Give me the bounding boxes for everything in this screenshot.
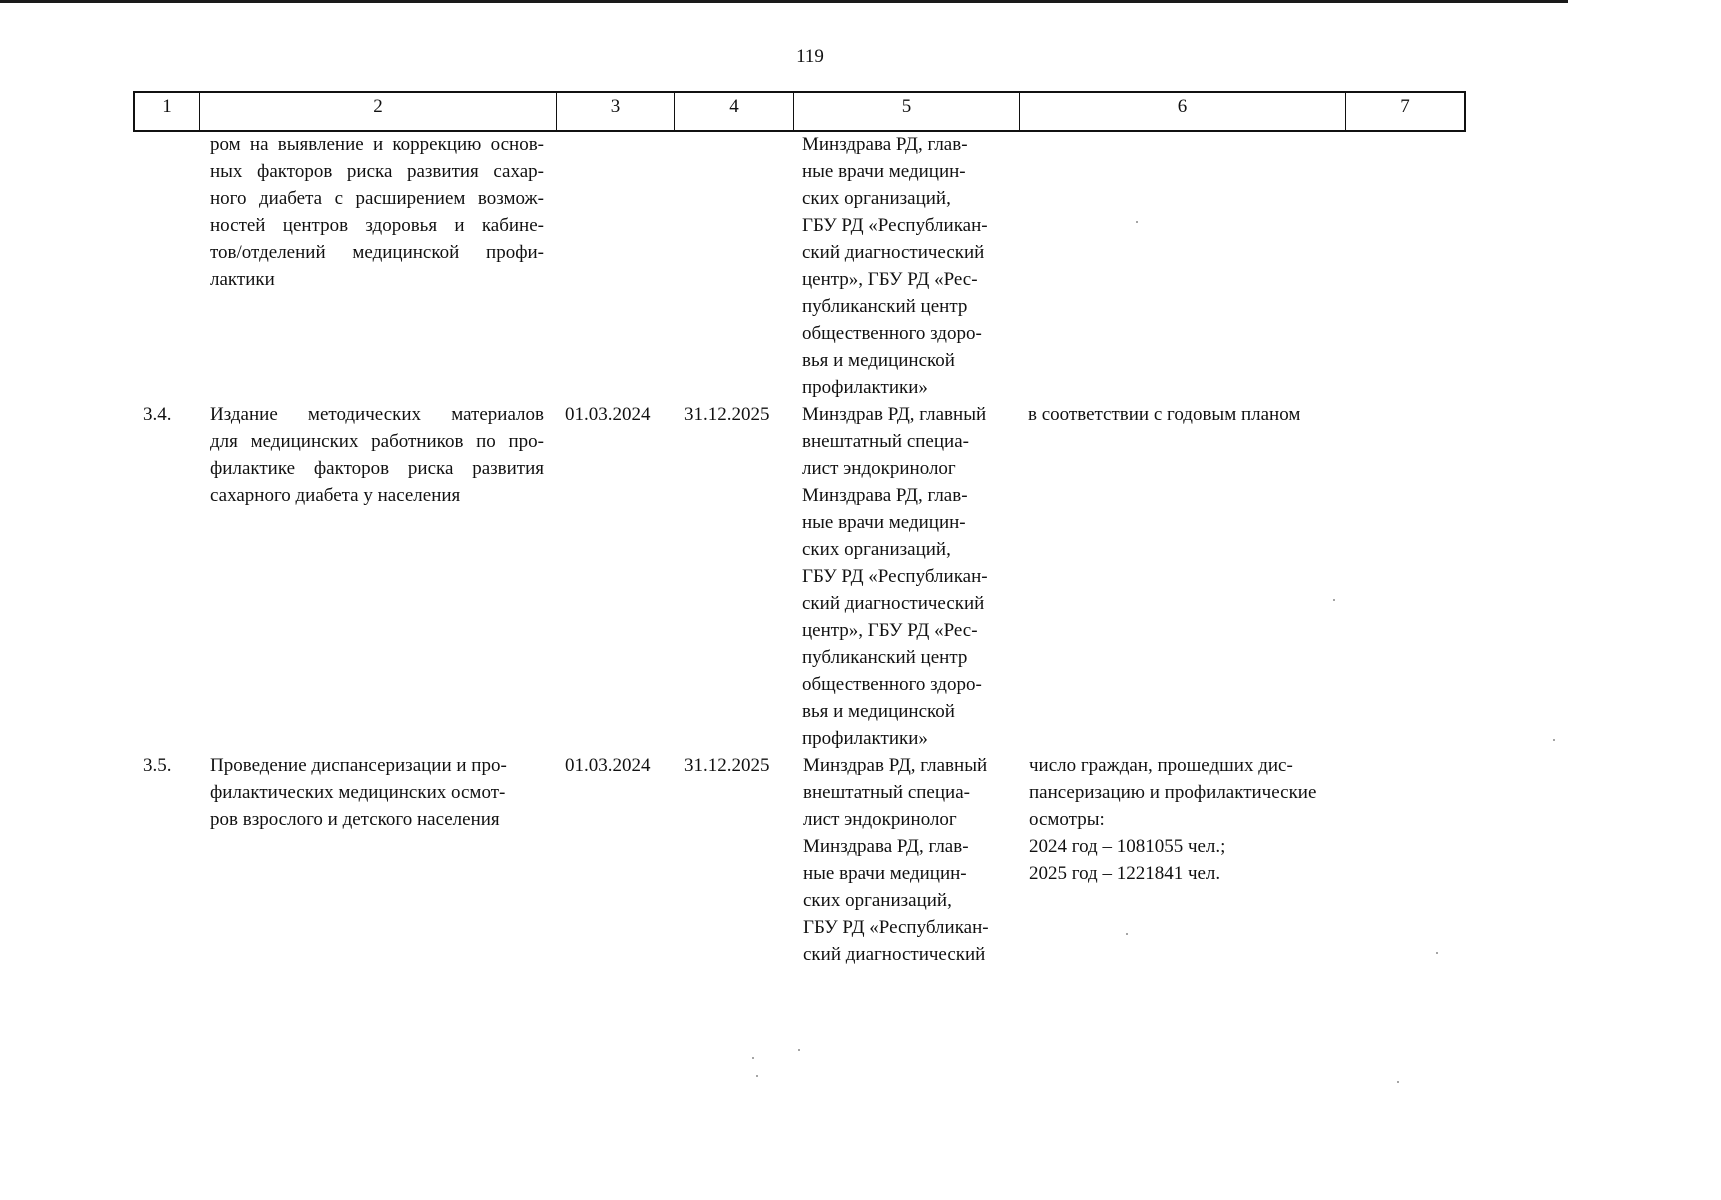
scan-speck (1333, 599, 1335, 601)
header-cell-5: 5 (793, 93, 1019, 130)
header-cell-7: 7 (1345, 93, 1464, 130)
header-cell-6: 6 (1019, 93, 1345, 130)
text-line: число граждан, прошедших дис- (1029, 755, 1293, 776)
text-line: общественного здоро- (802, 674, 982, 695)
text-line: вья и медицинской (802, 701, 955, 722)
text-line: ГБУ РД «Республикан- (803, 917, 989, 938)
row-number: 3.5. (143, 755, 172, 776)
text-line: ских организаций, (802, 188, 951, 209)
text-line: 2025 год – 1221841 чел. (1029, 863, 1221, 884)
scan-top-border (0, 0, 1568, 3)
text-line: внештатный специа- (802, 431, 969, 452)
text-line: Проведение диспансеризации и про- (210, 755, 507, 776)
scan-speck (1553, 739, 1555, 741)
scan-speck (1436, 952, 1438, 954)
text-line: ные врачи медицин- (802, 512, 966, 533)
text-line: профилактики» (802, 728, 928, 749)
text-line: филактике факторов риска развития (210, 458, 544, 479)
text-line: сахарного диабета у населения (210, 485, 461, 506)
text-line: общественного здоро- (802, 323, 982, 344)
end-date: 31.12.2025 (684, 755, 770, 776)
table-header-row (133, 91, 1466, 132)
scan-speck (1136, 221, 1138, 223)
text-line: ских организаций, (803, 890, 952, 911)
header-cell-2: 2 (199, 93, 556, 130)
text-line: внештатный специа- (803, 782, 970, 803)
text-line: лист эндокринолог (802, 458, 956, 479)
text-line: филактических медицинских осмот- (210, 782, 506, 803)
text-line: лист эндокринолог (803, 809, 957, 830)
row-number: 3.4. (143, 404, 172, 425)
header-cell-3: 3 (556, 93, 674, 130)
text-line: ский диагностический (803, 944, 986, 965)
text-line: пансеризацию и профилактические (1029, 782, 1317, 803)
header-cell-4: 4 (674, 93, 793, 130)
text-line: ский диагностический (802, 242, 985, 263)
scan-speck (1126, 933, 1128, 935)
start-date: 01.03.2024 (565, 404, 651, 425)
text-line: Минздрав РД, главный (802, 404, 987, 425)
text-line: 2024 год – 1081055 чел.; (1029, 836, 1226, 857)
text-line: Минздрава РД, глав- (802, 485, 968, 506)
text-line: Минздрав РД, главный (803, 755, 988, 776)
page-number: 119 (796, 46, 824, 67)
text-line: Минздрава РД, глав- (803, 836, 969, 857)
text-line: ных факторов риска развития сахар- (210, 161, 544, 182)
scan-speck (1397, 1081, 1399, 1083)
text-line: ром на выявление и коррекцию основ- (210, 134, 544, 155)
text-line: ГБУ РД «Республикан- (802, 215, 988, 236)
text-line: ский диагностический (802, 593, 985, 614)
text-line: ских организаций, (802, 539, 951, 560)
text-line: Минздрава РД, глав- (802, 134, 968, 155)
start-date: 01.03.2024 (565, 755, 651, 776)
text-line: ные врачи медицин- (803, 863, 967, 884)
text-line: для медицинских работников по про- (210, 431, 544, 452)
text-line: тов/отделений медицинской профи- (210, 242, 544, 263)
text-line: Издание методических материалов (210, 404, 544, 425)
text-line: в соответствии с годовым планом (1028, 404, 1301, 425)
text-line: ГБУ РД «Республикан- (802, 566, 988, 587)
end-date: 31.12.2025 (684, 404, 770, 425)
text-line: вья и медицинской (802, 350, 955, 371)
text-line: ные врачи медицин- (802, 161, 966, 182)
text-line: лактики (210, 269, 275, 290)
text-line: публиканский центр (802, 296, 968, 317)
text-line: публиканский центр (802, 647, 968, 668)
scan-speck (798, 1049, 800, 1051)
text-line: ров взрослого и детского населения (210, 809, 500, 830)
text-line: ного диабета с расширением возмож- (210, 188, 544, 209)
text-line: центр», ГБУ РД «Рес- (802, 269, 978, 290)
text-line: центр», ГБУ РД «Рес- (802, 620, 978, 641)
text-line: осмотры: (1029, 809, 1105, 830)
scan-speck (752, 1057, 754, 1059)
text-line: профилактики» (802, 377, 928, 398)
text-line: ностей центров здоровья и кабине- (210, 215, 544, 236)
scan-speck (756, 1075, 758, 1077)
header-cell-1: 1 (162, 96, 172, 117)
